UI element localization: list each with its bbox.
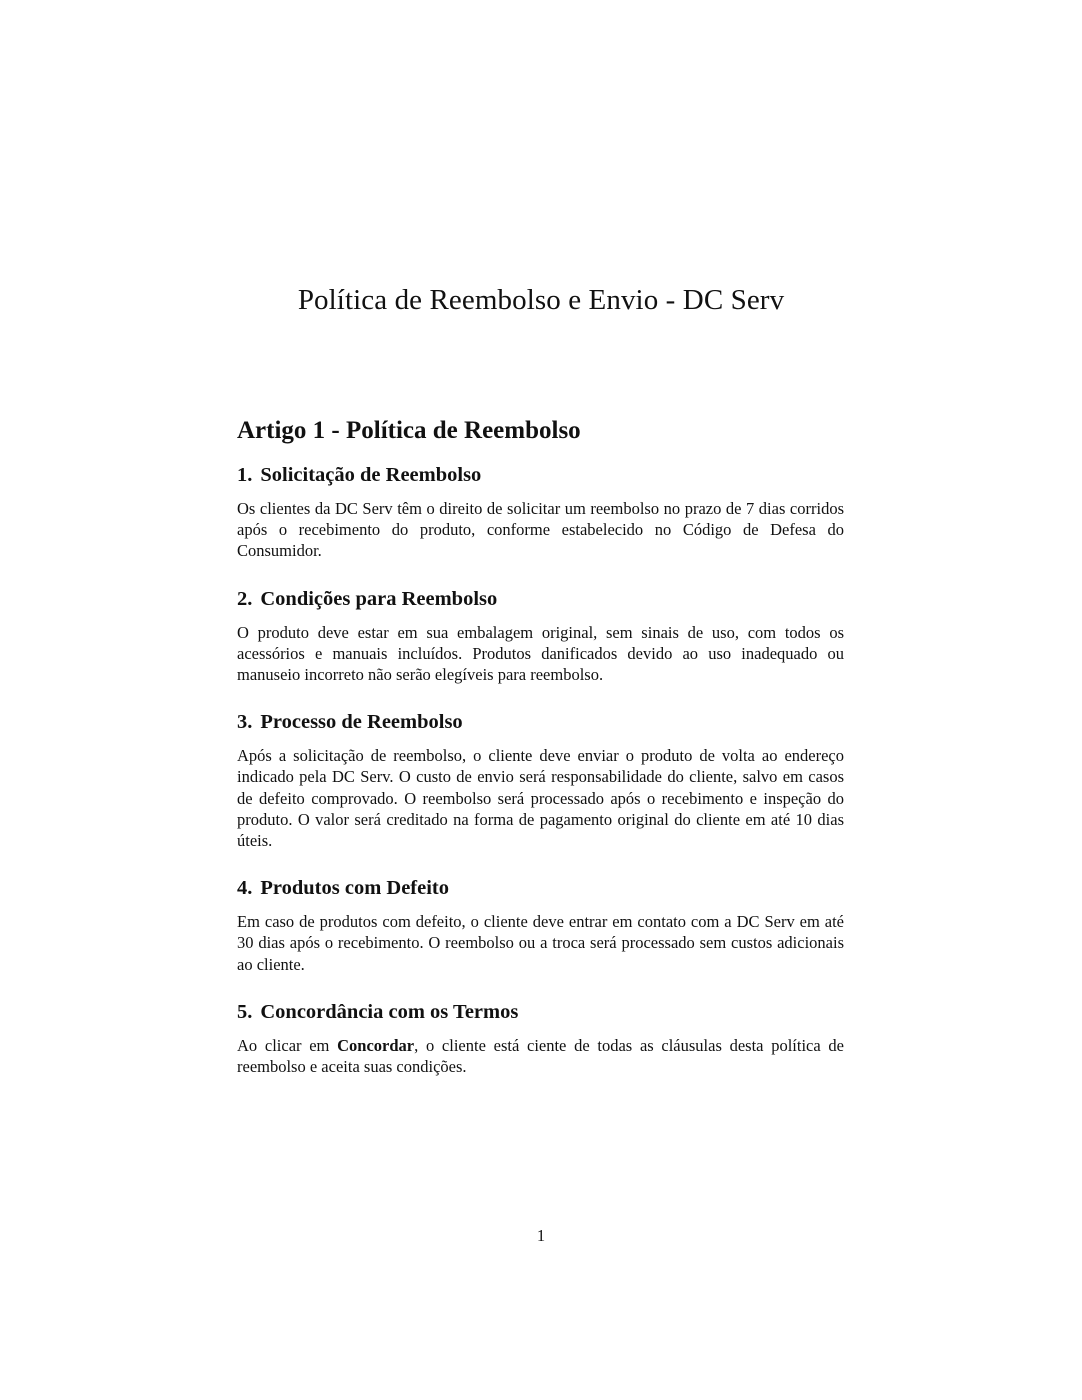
section-title xyxy=(237,460,844,490)
section-number: 5. xyxy=(237,1000,253,1023)
section-title xyxy=(237,707,844,737)
section-title xyxy=(237,873,844,903)
section-title xyxy=(237,997,844,1027)
body-prefix: Ao clicar em xyxy=(237,1035,338,1055)
section-number: 2. xyxy=(237,587,253,610)
section-title-text: Condições para Reembolso xyxy=(260,587,498,610)
concordar-term: Concordar xyxy=(337,1035,415,1055)
section-body: Em caso de produtos com defeito, o cliente deve entrar em contato com a DC Serv em até 30 dias após o recebimento. O reembolso ou a troca será processado sem custos adicionais ao cliente. xyxy=(237,912,844,974)
page-number: 1 xyxy=(536,1226,546,1245)
section-solicitacao xyxy=(237,460,844,562)
section-processo xyxy=(237,707,844,851)
section-number: 1. xyxy=(237,464,253,486)
section-title-text: Produtos com Defeito xyxy=(260,877,450,900)
document-content xyxy=(237,414,844,1099)
document-title: Política de Reembolso e Envio - DC Serv xyxy=(297,284,785,316)
section-body: Após a solicitação de reembolso, o cliente deve enviar o produto de volta ao endereço indicado pela DC Serv. O custo de envio será responsabilidade do cliente, salvo em casos de defeito comprovado. O reembolso será processado após o recebimento e inspeção do produto. O valor será creditado na forma de pagamento original do cliente em até 10 dias úteis. xyxy=(237,746,844,851)
section-number: 3. xyxy=(237,711,253,734)
section-title-text: Processo de Reembolso xyxy=(260,711,463,734)
section-title-text: Solicitação de Reembolso xyxy=(260,464,482,486)
section-title-text: Concordância com os Termos xyxy=(260,1000,519,1023)
article-title: Artigo 1 - Política de Reembolso xyxy=(237,417,581,444)
section-condicoes xyxy=(237,584,844,686)
section-concordancia xyxy=(237,997,844,1077)
section-body: Os clientes da DC Serv têm o direito de solicitar um reembolso no prazo de 7 dias corridos após o recebimento do produto, conforme estabelecido no Código de Defesa do Consumidor. xyxy=(237,499,844,561)
body-suffix: , o cliente está ciente de todas as cláusulas desta política de reembolso e aceita suas condições. xyxy=(237,1035,844,1077)
section-number: 4. xyxy=(237,877,253,900)
section-body xyxy=(237,1035,844,1077)
section-defeito xyxy=(237,873,844,975)
section-title xyxy=(237,584,844,614)
section-body: O produto deve estar em sua embalagem original, sem sinais de uso, com todos os acessórios e manuais incluídos. Produtos danificados devido ao uso inadequado ou manuseio incorreto não serão elegíveis para reembolso. xyxy=(237,622,844,685)
